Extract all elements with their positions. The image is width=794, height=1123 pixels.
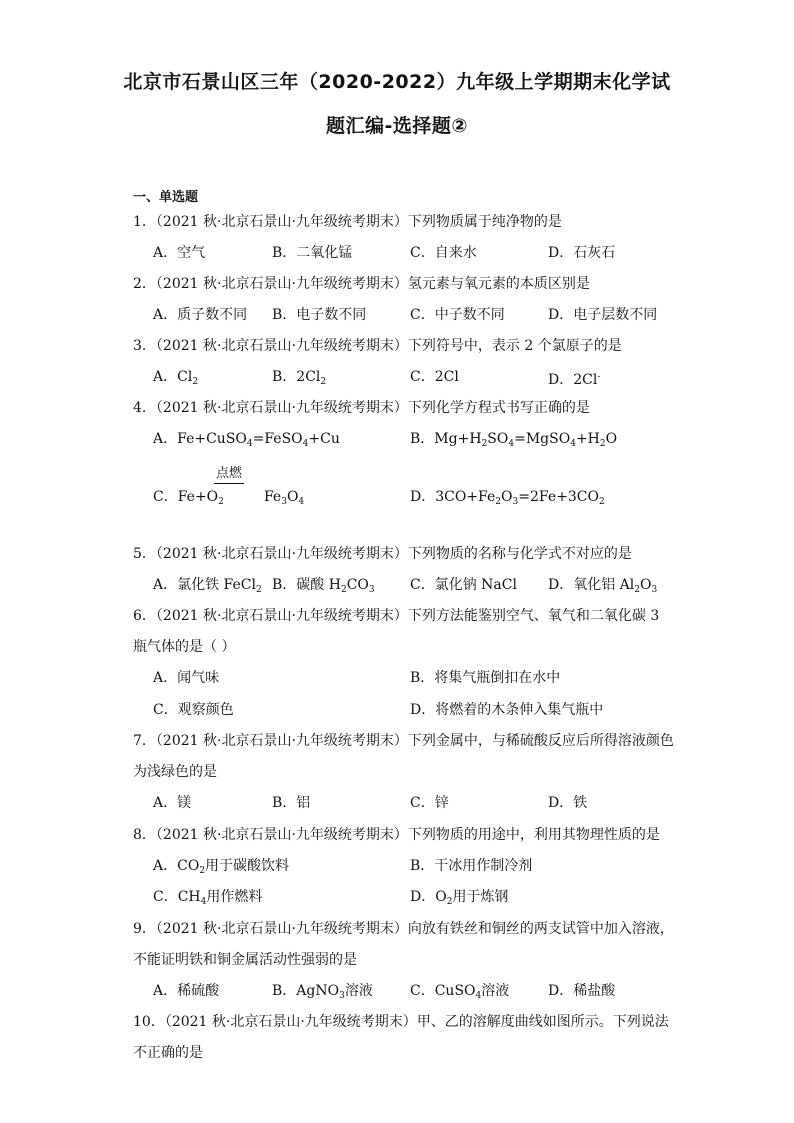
question-source: （2021 秋·北京石景山·九年级统考期末）	[155, 546, 408, 562]
question-source: （2021 秋·北京石景山·九年级统考期末）	[155, 338, 408, 354]
option-a: A．$Cl_2$	[153, 369, 199, 387]
option-d: D．铁	[548, 795, 588, 811]
question-10-continued: 不正确的是	[133, 1045, 203, 1061]
option-b: B．铝	[272, 795, 311, 811]
option-d: D．将燃着的木条伸入集气瓶中	[410, 702, 604, 718]
option-a: A．闻气味	[153, 670, 220, 686]
question-7-continued: 为浅绿色的是	[133, 764, 217, 780]
option-c: C．锌	[410, 795, 449, 811]
option-c: C．2Cl	[410, 369, 459, 385]
option-d: D．$3CO+Fe_2O_3=2Fe+3CO_2$	[410, 489, 605, 507]
question-9: 9．（2021 秋·北京石景山·九年级统考期末）向放有铁丝和铜丝的两支试管中加入溶液，	[133, 921, 674, 937]
option-b: B．干冰用作制冷剂	[410, 858, 533, 874]
option-a: A．稀硫酸	[153, 983, 220, 999]
option-b: B．电子数不同	[272, 307, 367, 323]
option-b: B．$2Cl_2$	[272, 369, 327, 387]
question-1: 1．（2021 秋·北京石景山·九年级统考期末）下列物质属于纯净物的是	[133, 214, 562, 230]
option-a: A．镁	[153, 795, 192, 811]
option-c: C．中子数不同	[410, 307, 505, 323]
question-source: （2021 秋·北京石景山·九年级统考期末）	[155, 400, 408, 416]
option-c: C．CuSO$_4$溶液	[410, 983, 510, 1001]
option-b: B．碳酸 $H_2CO_3$	[272, 577, 375, 595]
question-source: （2021 秋·北京石景山·九年级统考期末）	[155, 921, 408, 937]
page-subtitle: 题汇编-选择题②	[326, 115, 468, 137]
option-a: A．空气	[153, 245, 206, 261]
option-d: D．氧化铝 $Al_2O_3$	[548, 577, 658, 595]
question-7: 7．（2021 秋·北京石景山·九年级统考期末）下列金属中，与稀硫酸反应后所得溶液颜色	[133, 733, 674, 749]
question-source: （2021 秋·北京石景山·九年级统考期末）	[155, 827, 408, 843]
option-a: A．氯化铁 FeCl$_2$	[153, 577, 262, 595]
page-title: 北京市石景山区三年（2020-2022）九年级上学期期末化学试	[123, 71, 671, 93]
question-6-continued: 瓶气体的是（ ）	[133, 639, 236, 655]
section-heading: 一、单选题	[133, 190, 199, 205]
option-d: D．石灰石	[548, 245, 616, 261]
question-4: 4．（2021 秋·北京石景山·九年级统考期末）下列化学方程式书写正确的是	[133, 400, 590, 416]
question-source: （2021 秋·北京石景山·九年级统考期末）	[155, 214, 408, 230]
option-b: B．AgNO$_3$溶液	[272, 983, 373, 1001]
question-source: （2021 秋·北京石景山·九年级统考期末）	[164, 1014, 417, 1030]
question-8: 8．（2021 秋·北京石景山·九年级统考期末）下列物质的用途中，利用其物理性质的是	[133, 827, 660, 843]
option-b: B．$Mg+H_2SO_4=MgSO_4+H_2O$	[410, 431, 618, 449]
option-a: A．质子数不同	[153, 307, 248, 323]
option-a: A．$CO_2$用于碳酸饮料	[153, 858, 290, 876]
question-2: 2．（2021 秋·北京石景山·九年级统考期末）氢元素与氧元素的本质区别是	[133, 276, 590, 292]
question-source: （2021 秋·北京石景山·九年级统考期末）	[155, 733, 408, 749]
question-10: 10．（2021 秋·北京石景山·九年级统考期末）甲、乙的溶解度曲线如图所示。下列说法	[133, 1014, 669, 1030]
reaction-condition: 点燃	[214, 465, 244, 484]
question-5: 5．（2021 秋·北京石景山·九年级统考期末）下列物质的名称与化学式不对应的是	[133, 546, 632, 562]
option-d: D．稀盐酸	[548, 983, 616, 999]
option-c: C．观察颜色	[153, 702, 234, 718]
question-3: 3．（2021 秋·北京石景山·九年级统考期末）下列符号中，表示 2 个氯原子的是	[133, 338, 622, 354]
option-c: C．$CH_4$用作燃料	[153, 889, 263, 907]
option-c: C．氯化钠 NaCl	[410, 577, 517, 593]
option-c: C．自来水	[410, 245, 477, 261]
question-source: （2021 秋·北京石景山·九年级统考期末）	[155, 276, 408, 292]
option-b: B．将集气瓶倒扣在水中	[410, 670, 561, 686]
question-6: 6．（2021 秋·北京石景山·九年级统考期末）下列方法能鉴别空气、氧气和二氧化碳 3	[133, 608, 660, 624]
question-source: （2021 秋·北京石景山·九年级统考期末）	[155, 608, 408, 624]
option-a: A．Fe+CuSO$_4$=FeSO$_4$+Cu	[153, 431, 340, 449]
option-b: B．二氧化锰	[272, 245, 353, 261]
option-c: C．$Fe+O_2$ $Fe_3O_4$	[153, 489, 305, 507]
option-d: D．电子层数不同	[548, 307, 658, 323]
option-d: D．$O_2$用于炼钢	[410, 889, 509, 907]
option-d: D．2Cl-	[548, 372, 601, 388]
question-9-continued: 不能证明铁和铜金属活动性强弱的是	[133, 952, 357, 968]
